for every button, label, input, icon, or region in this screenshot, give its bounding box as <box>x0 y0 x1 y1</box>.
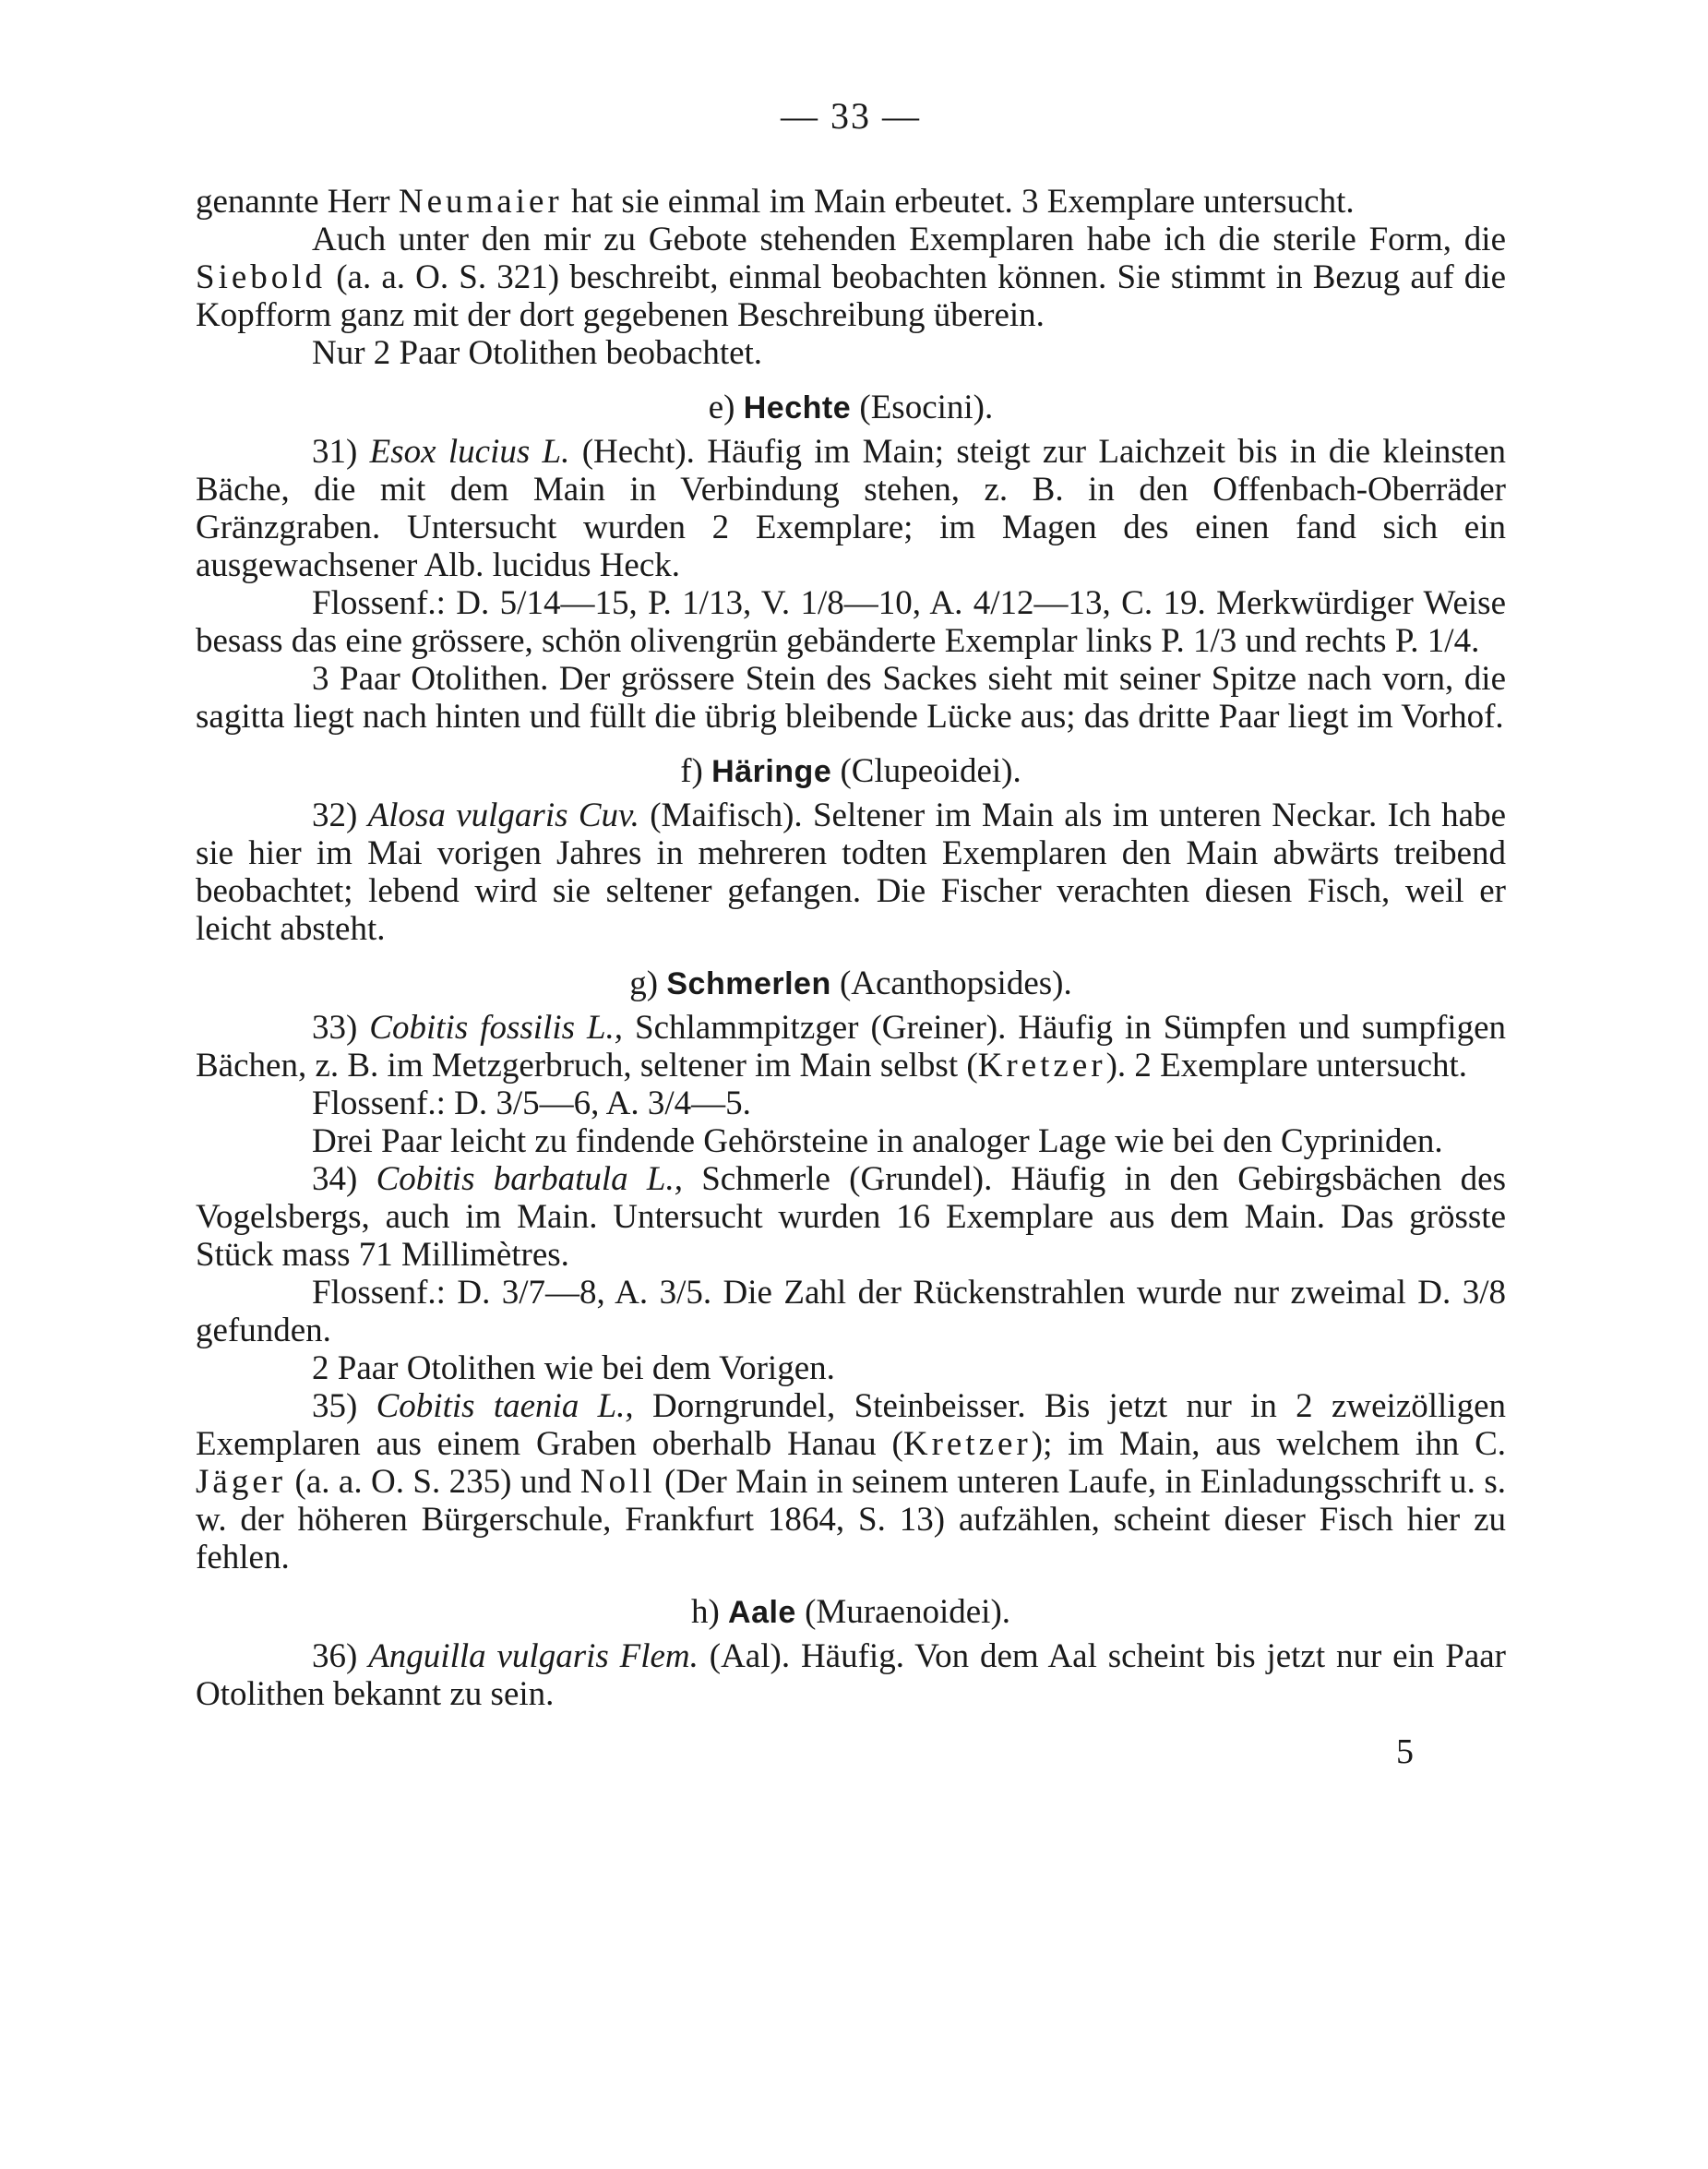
paragraph-p3: Nur 2 Paar Otolithen beobachtet. <box>312 334 763 372</box>
section-heading-f <box>196 752 1506 791</box>
section-heading-h <box>196 1593 1506 1632</box>
species-name: Alosa vulgaris Cuv. <box>367 797 639 834</box>
text: Auch unter den mir zu Gebote stehenden Exemplaren habe ich die sterile Form, die <box>312 221 1506 258</box>
species-name: Esox lucius L. <box>369 433 570 471</box>
text: (Aal). Häufig. Von dem Aal scheint bis jetzt nur ein Paar Otolithen bekannt zu sein. <box>196 1637 1506 1713</box>
text: genannte Herr <box>196 183 399 221</box>
heading-title: Häringe <box>711 754 832 789</box>
otolith-note: 3 Paar Otolithen. Der grössere Stein des Sackes sieht mit seiner Spitze nach vorn, die sagitta liegt nach hinten und füllt die übrig bleibende Lücke aus; das dritte Paar liegt im Vorhof. <box>196 660 1506 736</box>
person-name: Neumaier <box>398 183 563 221</box>
entry-number: 31) <box>312 433 370 471</box>
fin-formula: Flossenf.: D. 3/7—8, A. 3/5. Die Zahl der Rückenstrahlen wurde nur zweimal D. 3/8 gefunden. <box>196 1274 1506 1349</box>
entry-number: 34) <box>312 1160 376 1198</box>
person-name: Jäger <box>196 1463 287 1501</box>
page-number: — 33 — <box>781 95 921 137</box>
text: ). 2 Exemplare untersucht. <box>1105 1047 1468 1084</box>
species-entry-34 <box>196 1160 1506 1274</box>
species-name: Cobitis taenia L., <box>376 1387 634 1425</box>
heading-latin: (Esocini). <box>851 389 994 426</box>
species-name: Cobitis fossilis L., <box>369 1009 624 1047</box>
person-name: Siebold <box>196 258 327 296</box>
heading-latin: (Clupeoidei). <box>831 752 1021 790</box>
paragraph-p2 <box>196 221 1506 334</box>
heading-title: Schmerlen <box>666 966 831 1001</box>
person-name: Kretzer <box>977 1047 1106 1084</box>
species-entry-32 <box>196 797 1506 948</box>
species-entry-33 <box>196 1009 1506 1084</box>
text: hat sie einmal im Main erbeutet. 3 Exemplare untersucht. <box>562 183 1355 221</box>
text: Schlammpitzger (Greiner). Häufig in Sümpfen und sumpfigen Bächen, z. B. im Metzgerbruch, seltener im Main selbst ( <box>196 1009 1507 1084</box>
heading-label: h) <box>690 1593 729 1631</box>
text: (a. a. O. S. 321) beschreibt, einmal beobachten können. Sie stimmt in Bezug auf die Kopfform ganz mit der dort gegebenen Beschreibung überein. <box>196 258 1506 334</box>
text: (Hecht). Häufig im Main; steigt zur Laichzeit bis in die kleinsten Bäche, die mit dem Main in Verbindung stehen, z. B. in den Offenbach-Oberräder Gränzgraben. Untersucht wurden 2 Exemplare; im Magen des einen fand sich ein ausgewachsener Alb. lucidus Heck. <box>196 433 1506 584</box>
fin-formula: Flossenf.: D. 3/5—6, A. 3/4—5. <box>312 1084 751 1122</box>
species-name: Anguilla vulgaris Flem. <box>368 1637 699 1675</box>
entry-number: 32) <box>312 797 368 834</box>
text: (a. a. O. S. 235) und <box>286 1463 580 1501</box>
text: Dorngrundel, Steinbeisser. Bis jetzt nur in 2 zweizölligen Exemplaren aus einem Graben oberhalb Hanau ( <box>196 1387 1507 1463</box>
text: ); im Main, aus welchem ihn C. <box>1031 1425 1506 1463</box>
fin-formula: Flossenf.: D. 5/14—15, P. 1/13, V. 1/8—10, A. 4/12—13, C. 19. Merkwürdiger Weise besass das eine grössere, schön olivengrün gebänderte Exemplar links P. 1/3 und rechts P. 1/4. <box>196 584 1506 660</box>
paragraph-p1 <box>196 183 1506 221</box>
species-entry-36 <box>196 1637 1506 1713</box>
otolith-note: 2 Paar Otolithen wie bei dem Vorigen. <box>312 1349 835 1387</box>
heading-latin: (Muraenoidei). <box>795 1593 1011 1631</box>
heading-title: Aale <box>728 1595 796 1630</box>
text: Schmerle (Grundel). Häufig in den Gebirgsbächen des Vogelsbergs, auch im Main. Untersucht wurden 16 Exemplare aus dem Main. Das grösste Stück mass 71 Millimètres. <box>196 1160 1506 1274</box>
otolith-note: Drei Paar leicht zu findende Gehörsteine in analoger Lage wie bei den Cypriniden. <box>312 1122 1443 1160</box>
signature-mark: 5 <box>1396 1732 1414 1771</box>
species-entry-31 <box>196 433 1506 584</box>
entry-number: 36) <box>312 1637 369 1675</box>
page <box>196 97 1506 1771</box>
person-name: Noll <box>579 1463 656 1501</box>
heading-label: f) <box>680 752 712 790</box>
text: (Maifisch). Seltener im Main als im unteren Neckar. Ich habe sie hier im Mai vorigen Jahres in mehreren todten Exemplaren den Main abwärts treibend beobachtet; lebend wird sie seltener gefangen. Die Fischer verachten diesen Fisch, weil er leicht absteht. <box>196 797 1507 948</box>
section-heading-g <box>196 965 1506 1003</box>
heading-latin: (Acanthopsides). <box>830 965 1072 1002</box>
heading-label: g) <box>629 965 667 1002</box>
person-name: Kretzer <box>902 1425 1032 1463</box>
section-heading-e <box>196 389 1506 427</box>
species-entry-35 <box>196 1387 1506 1576</box>
species-name: Cobitis barbatula L., <box>376 1160 683 1198</box>
heading-label: e) <box>708 389 744 426</box>
heading-title: Hechte <box>743 390 852 425</box>
entry-number: 35) <box>312 1387 376 1425</box>
entry-number: 33) <box>312 1009 370 1047</box>
text: (Der Main in seinem unteren Laufe, in Einladungsschrift u. s. w. der höheren Bürgerschule, Frankfurt 1864, S. 13) aufzählen, scheint dieser Fisch hier zu fehlen. <box>196 1463 1506 1576</box>
